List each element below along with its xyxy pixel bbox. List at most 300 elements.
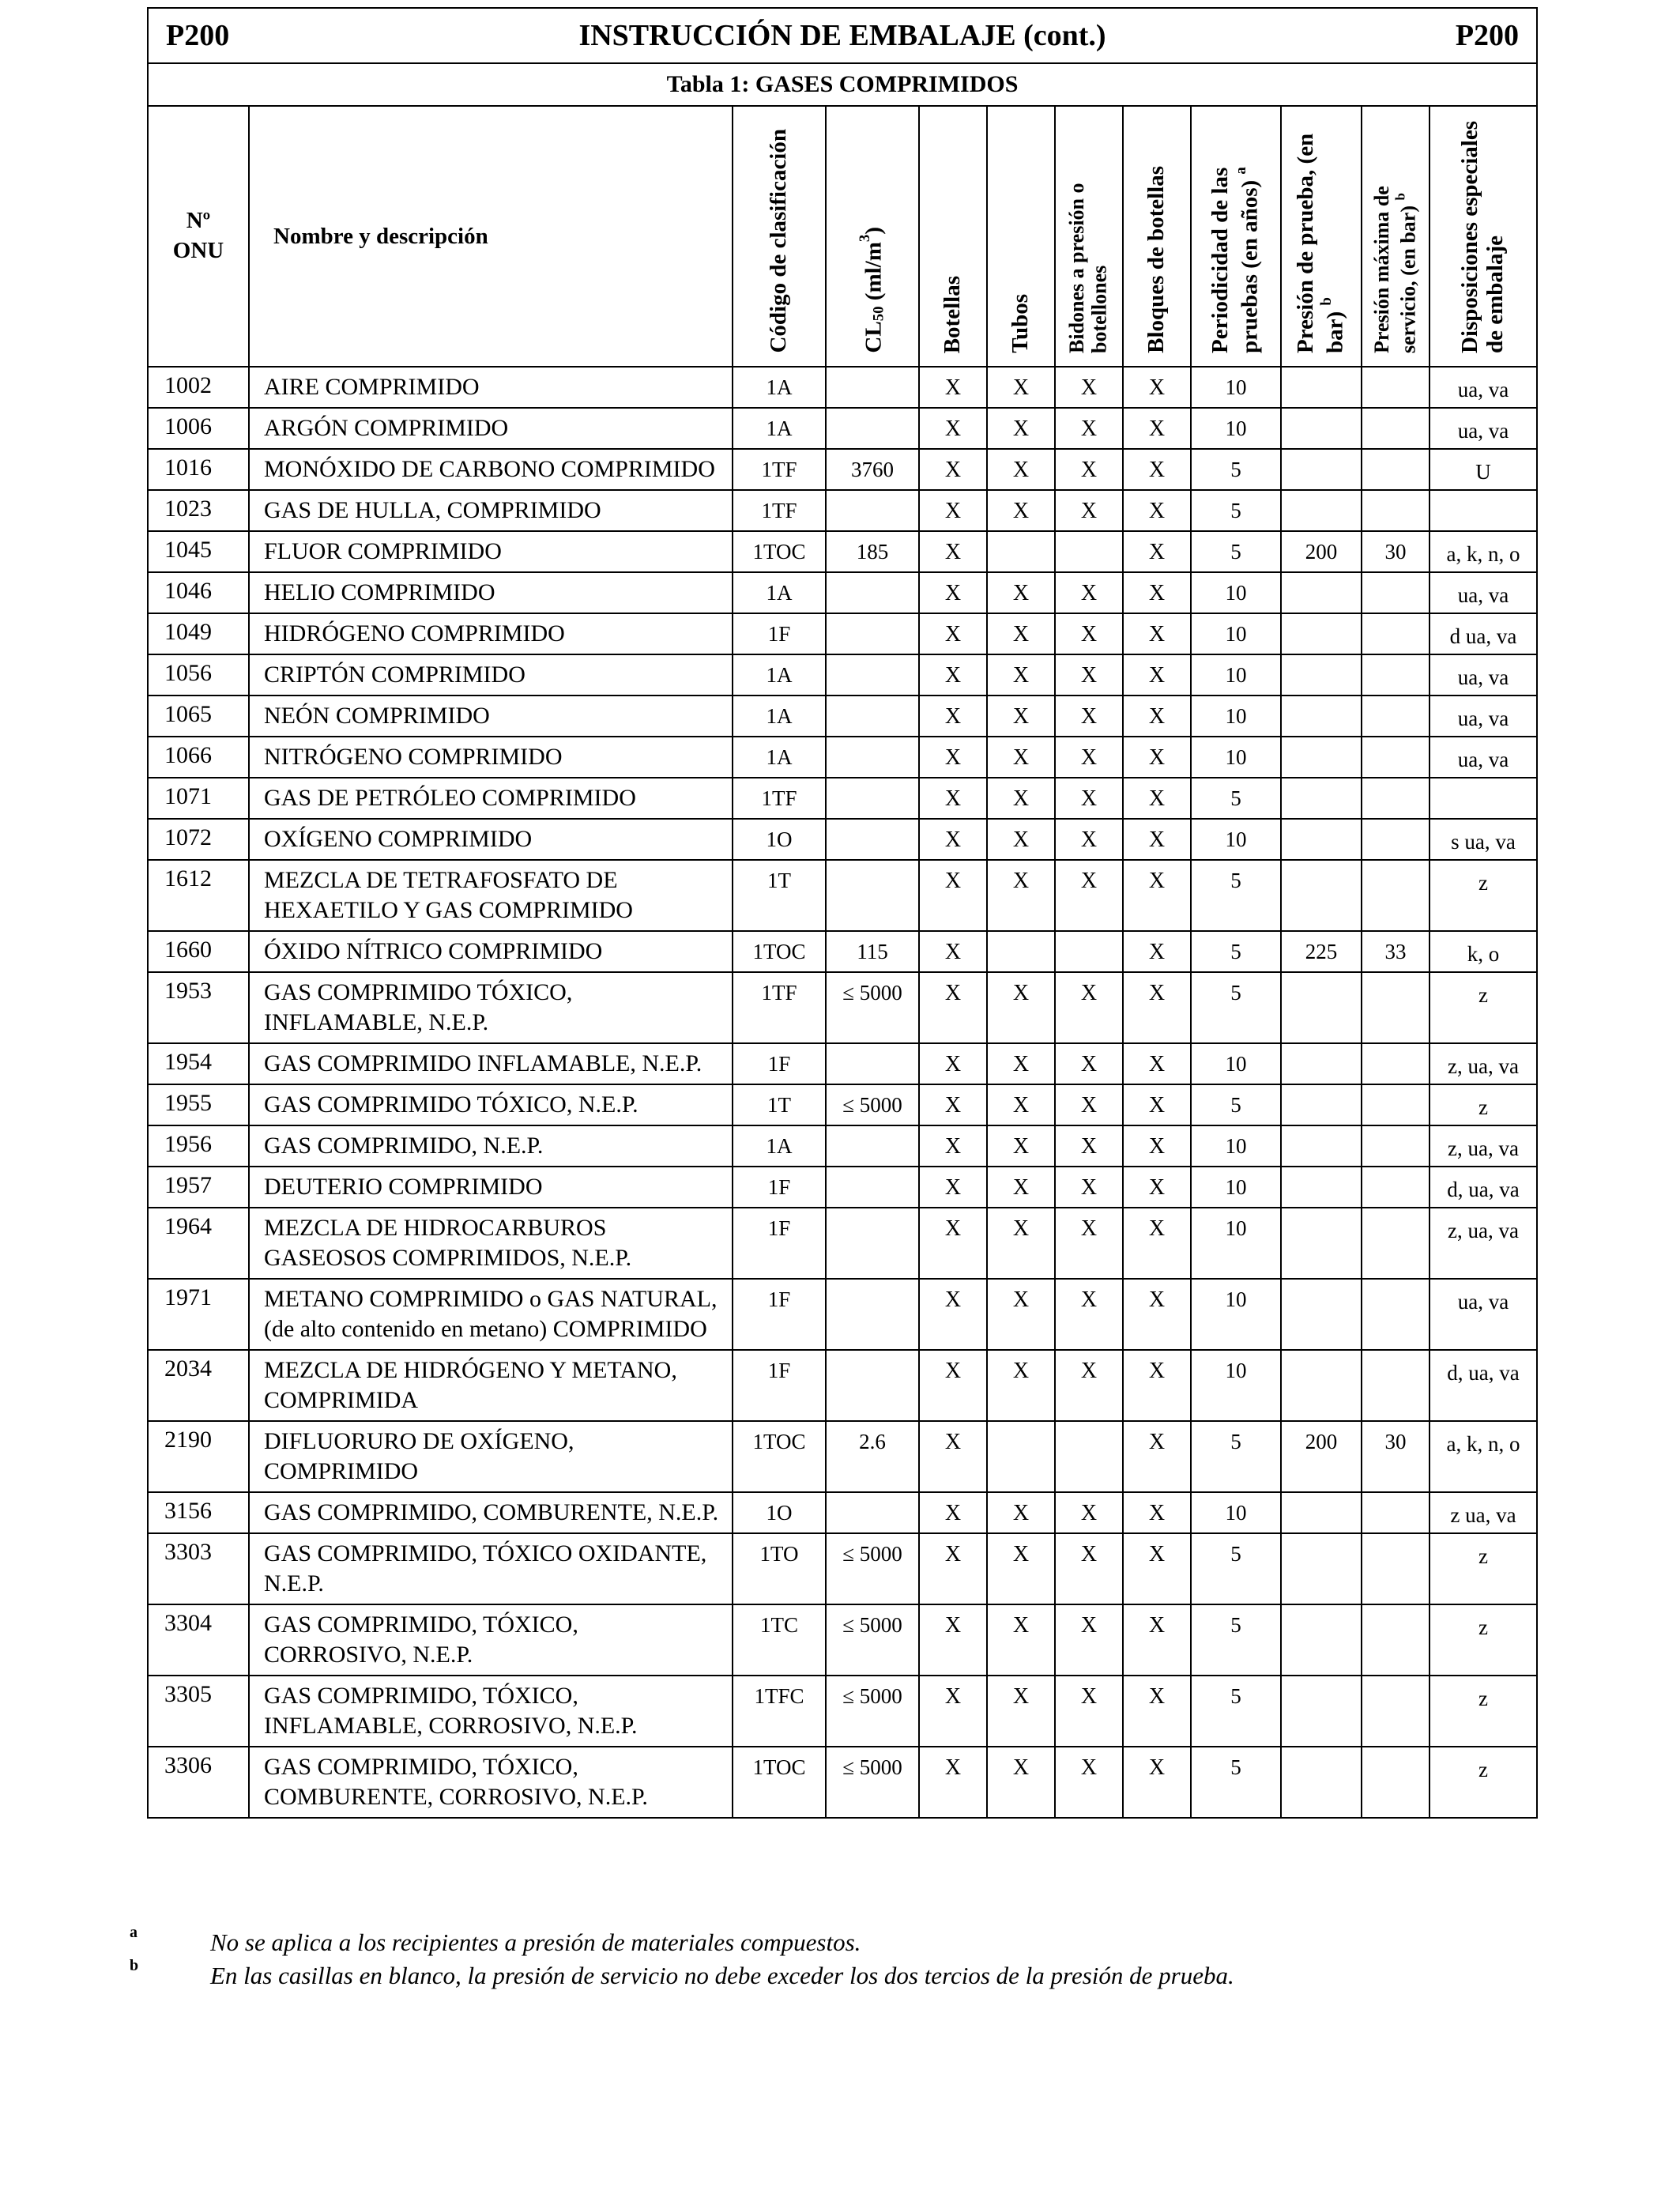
cell-bloques: X: [1123, 531, 1191, 572]
cell-bloques: X: [1123, 1167, 1191, 1208]
cell-classification-code: 1T: [733, 1084, 826, 1125]
cell-tubos: X: [987, 613, 1055, 654]
cell-presion-maxima: [1362, 1747, 1430, 1818]
cell-botellas: X: [919, 367, 987, 408]
cell-disposiciones: ua, va: [1430, 408, 1537, 449]
cell-presion-prueba: [1281, 819, 1362, 860]
cell-onu: 1065: [148, 696, 249, 737]
cell-periodicidad: 5: [1191, 449, 1281, 490]
cell-bidones: X: [1055, 1125, 1123, 1167]
footnote-text: En las casillas en blanco, la presión de servicio no debe exceder los dos tercios de la presión de prueba.: [210, 1962, 1234, 1989]
cell-name: GAS COMPRIMIDO, TÓXICO OXIDANTE, N.E.P.: [249, 1533, 733, 1604]
cell-presion-maxima: [1362, 1167, 1430, 1208]
cell-presion-maxima: 30: [1362, 1421, 1430, 1492]
cell-bidones: X: [1055, 1492, 1123, 1533]
col-header-presion-prueba: Presión de prueba, (en bar) $^b$: [1281, 106, 1362, 367]
cell-periodicidad: 10: [1191, 1279, 1281, 1350]
cell-bloques: X: [1123, 1279, 1191, 1350]
cell-botellas: X: [919, 572, 987, 613]
cell-bloques: X: [1123, 696, 1191, 737]
cell-tubos: X: [987, 1279, 1055, 1350]
cell-name: GAS DE PETRÓLEO COMPRIMIDO: [249, 778, 733, 819]
cell-disposiciones: ua, va: [1430, 696, 1537, 737]
cell-presion-prueba: [1281, 1125, 1362, 1167]
cell-bloques: X: [1123, 613, 1191, 654]
cell-onu: 3306: [148, 1747, 249, 1818]
cell-bidones: X: [1055, 1279, 1123, 1350]
cell-periodicidad: 10: [1191, 1492, 1281, 1533]
cell-cl50: [826, 367, 919, 408]
cell-disposiciones: ua, va: [1430, 737, 1537, 778]
cell-tubos: X: [987, 1043, 1055, 1084]
table-title-row: [148, 63, 1537, 106]
cell-name: METANO COMPRIMIDO o GAS NATURAL, (de alto contenido en metano) COMPRIMIDO: [249, 1279, 733, 1350]
cell-bidones: X: [1055, 449, 1123, 490]
cell-tubos: X: [987, 1125, 1055, 1167]
cell-disposiciones: a, k, n, o: [1430, 1421, 1537, 1492]
cell-presion-maxima: [1362, 1043, 1430, 1084]
cell-presion-prueba: [1281, 1676, 1362, 1747]
cell-bloques: X: [1123, 1421, 1191, 1492]
cell-presion-prueba: [1281, 572, 1362, 613]
table-row: [148, 1747, 1537, 1818]
cell-bloques: X: [1123, 778, 1191, 819]
cell-bloques: X: [1123, 1350, 1191, 1421]
cell-periodicidad: 10: [1191, 1208, 1281, 1279]
cell-presion-maxima: [1362, 1604, 1430, 1676]
cell-presion-maxima: 33: [1362, 931, 1430, 972]
cell-classification-code: 1TF: [733, 490, 826, 531]
cell-cl50: [826, 1043, 919, 1084]
cell-presion-maxima: [1362, 1350, 1430, 1421]
cell-bloques: X: [1123, 367, 1191, 408]
cell-periodicidad: 10: [1191, 367, 1281, 408]
cell-name: HELIO COMPRIMIDO: [249, 572, 733, 613]
cell-botellas: X: [919, 613, 987, 654]
cell-classification-code: 1A: [733, 654, 826, 696]
cell-disposiciones: k, o: [1430, 931, 1537, 972]
cell-bidones: X: [1055, 613, 1123, 654]
cell-onu: 1046: [148, 572, 249, 613]
instruction-code-left: P200: [166, 19, 230, 52]
cell-cl50: ≤ 5000: [826, 972, 919, 1043]
cell-cl50: 3760: [826, 449, 919, 490]
cell-botellas: X: [919, 1676, 987, 1747]
cell-botellas: X: [919, 819, 987, 860]
cell-cl50: [826, 1125, 919, 1167]
cell-presion-maxima: [1362, 408, 1430, 449]
table-body: [148, 367, 1537, 1818]
cell-bloques: X: [1123, 737, 1191, 778]
cell-classification-code: 1F: [733, 1167, 826, 1208]
cell-presion-prueba: [1281, 1492, 1362, 1533]
cell-disposiciones: z: [1430, 1676, 1537, 1747]
cell-cl50: 185: [826, 531, 919, 572]
cell-periodicidad: 10: [1191, 1125, 1281, 1167]
cell-tubos: X: [987, 1747, 1055, 1818]
cell-bidones: [1055, 1421, 1123, 1492]
cell-presion-maxima: [1362, 1279, 1430, 1350]
cell-cl50: [826, 1350, 919, 1421]
cell-bidones: X: [1055, 1747, 1123, 1818]
cell-presion-maxima: [1362, 572, 1430, 613]
cell-disposiciones: ua, va: [1430, 572, 1537, 613]
cell-classification-code: 1A: [733, 367, 826, 408]
cell-classification-code: 1O: [733, 1492, 826, 1533]
cell-name: GAS COMPRIMIDO, TÓXICO, COMBURENTE, CORROSIVO, N.E.P.: [249, 1747, 733, 1818]
cell-cl50: [826, 860, 919, 931]
cell-cl50: ≤ 5000: [826, 1533, 919, 1604]
cell-presion-maxima: [1362, 778, 1430, 819]
cell-classification-code: 1TF: [733, 449, 826, 490]
cell-cl50: [826, 408, 919, 449]
table-row: [148, 1350, 1537, 1421]
cell-bidones: X: [1055, 1604, 1123, 1676]
cell-periodicidad: 5: [1191, 1533, 1281, 1604]
column-header-row: [148, 106, 1537, 367]
cell-classification-code: 1F: [733, 1279, 826, 1350]
cell-periodicidad: 5: [1191, 1604, 1281, 1676]
cell-botellas: X: [919, 778, 987, 819]
cell-tubos: [987, 531, 1055, 572]
cell-cl50: [826, 1279, 919, 1350]
cell-name: GAS COMPRIMIDO TÓXICO, INFLAMABLE, N.E.P.: [249, 972, 733, 1043]
cell-bloques: X: [1123, 654, 1191, 696]
cell-classification-code: 1F: [733, 613, 826, 654]
table-row: [148, 778, 1537, 819]
cell-bidones: X: [1055, 1533, 1123, 1604]
cell-periodicidad: 5: [1191, 490, 1281, 531]
cell-classification-code: 1TOC: [733, 1747, 826, 1818]
cell-classification-code: 1F: [733, 1350, 826, 1421]
cell-tubos: X: [987, 860, 1055, 931]
cell-bloques: X: [1123, 490, 1191, 531]
cell-presion-maxima: [1362, 860, 1430, 931]
cell-tubos: [987, 931, 1055, 972]
cell-botellas: X: [919, 1533, 987, 1604]
cell-botellas: X: [919, 1747, 987, 1818]
cell-tubos: X: [987, 1208, 1055, 1279]
table-row: [148, 1208, 1537, 1279]
cell-classification-code: 1TC: [733, 1604, 826, 1676]
cell-presion-prueba: [1281, 490, 1362, 531]
cell-presion-maxima: [1362, 367, 1430, 408]
table-row: [148, 1279, 1537, 1350]
cell-periodicidad: 5: [1191, 1421, 1281, 1492]
cell-classification-code: 1F: [733, 1043, 826, 1084]
col-header-bloques: Bloques de botellas: [1123, 106, 1191, 367]
cell-bidones: X: [1055, 490, 1123, 531]
cell-bloques: X: [1123, 572, 1191, 613]
footnote-text: No se aplica a los recipientes a presión de materiales compuestos.: [210, 1928, 861, 1956]
cell-onu: 1953: [148, 972, 249, 1043]
cell-onu: 1016: [148, 449, 249, 490]
cell-onu: 1066: [148, 737, 249, 778]
cell-name: MEZCLA DE HIDRÓGENO Y METANO, COMPRIMIDA: [249, 1350, 733, 1421]
cell-onu: 2034: [148, 1350, 249, 1421]
cell-disposiciones: z: [1430, 972, 1537, 1043]
cell-classification-code: 1T: [733, 860, 826, 931]
cell-disposiciones: z: [1430, 1747, 1537, 1818]
cell-tubos: X: [987, 1492, 1055, 1533]
col-header-botellas: Botellas: [919, 106, 987, 367]
cell-cl50: ≤ 5000: [826, 1604, 919, 1676]
cell-name: HIDRÓGENO COMPRIMIDO: [249, 613, 733, 654]
table-row: [148, 1492, 1537, 1533]
table-row: [148, 654, 1537, 696]
cell-onu: 1954: [148, 1043, 249, 1084]
cell-periodicidad: 5: [1191, 1747, 1281, 1818]
cell-classification-code: 1TOC: [733, 1421, 826, 1492]
cell-presion-prueba: [1281, 449, 1362, 490]
cell-cl50: [826, 1492, 919, 1533]
cell-cl50: [826, 613, 919, 654]
cell-botellas: X: [919, 1084, 987, 1125]
cell-name: GAS COMPRIMIDO, COMBURENTE, N.E.P.: [249, 1492, 733, 1533]
cell-bidones: X: [1055, 819, 1123, 860]
cell-bidones: X: [1055, 1676, 1123, 1747]
cell-classification-code: 1F: [733, 1208, 826, 1279]
cell-name: GAS DE HULLA, COMPRIMIDO: [249, 490, 733, 531]
cell-cl50: 2.6: [826, 1421, 919, 1492]
cell-tubos: X: [987, 1604, 1055, 1676]
cell-presion-maxima: [1362, 1676, 1430, 1747]
cell-bloques: X: [1123, 1533, 1191, 1604]
cell-botellas: X: [919, 1125, 987, 1167]
cell-botellas: X: [919, 696, 987, 737]
cell-bloques: X: [1123, 1084, 1191, 1125]
cell-onu: 1964: [148, 1208, 249, 1279]
cell-disposiciones: z ua, va: [1430, 1492, 1537, 1533]
cell-disposiciones: s ua, va: [1430, 819, 1537, 860]
cell-bloques: X: [1123, 972, 1191, 1043]
table-title: Tabla 1: GASES COMPRIMIDOS: [148, 63, 1537, 106]
cell-presion-prueba: [1281, 1533, 1362, 1604]
table-row: [148, 1676, 1537, 1747]
cell-botellas: X: [919, 408, 987, 449]
table-row: [148, 737, 1537, 778]
cell-bidones: X: [1055, 1084, 1123, 1125]
cell-bidones: X: [1055, 860, 1123, 931]
cell-botellas: X: [919, 931, 987, 972]
cell-presion-prueba: [1281, 654, 1362, 696]
cell-bloques: X: [1123, 1604, 1191, 1676]
cell-classification-code: 1A: [733, 696, 826, 737]
table-row: [148, 1533, 1537, 1604]
cell-botellas: X: [919, 1421, 987, 1492]
table-row: [148, 572, 1537, 613]
cell-cl50: [826, 572, 919, 613]
table-row: [148, 1421, 1537, 1492]
cell-presion-maxima: [1362, 449, 1430, 490]
title-row: [148, 8, 1537, 63]
cell-botellas: X: [919, 1604, 987, 1676]
cell-bloques: X: [1123, 931, 1191, 972]
table-row: [148, 1125, 1537, 1167]
cell-onu: 3303: [148, 1533, 249, 1604]
cell-classification-code: 1A: [733, 1125, 826, 1167]
col-header-onu-line2: ONU: [172, 238, 224, 263]
cell-bloques: X: [1123, 860, 1191, 931]
cell-tubos: X: [987, 737, 1055, 778]
cell-presion-maxima: [1362, 490, 1430, 531]
cell-cl50: [826, 778, 919, 819]
cell-bidones: X: [1055, 408, 1123, 449]
footnote-mark: b: [130, 1957, 139, 1974]
cell-presion-prueba: 225: [1281, 931, 1362, 972]
cell-periodicidad: 5: [1191, 972, 1281, 1043]
cell-botellas: X: [919, 972, 987, 1043]
cell-tubos: X: [987, 572, 1055, 613]
cell-periodicidad: 5: [1191, 1084, 1281, 1125]
col-header-periodicidad: Periodicidad de las pruebas (en años) $^a$: [1191, 106, 1281, 367]
cell-tubos: X: [987, 408, 1055, 449]
table-row: [148, 531, 1537, 572]
cell-presion-maxima: [1362, 696, 1430, 737]
cell-classification-code: 1TF: [733, 778, 826, 819]
cell-onu: 3156: [148, 1492, 249, 1533]
cell-periodicidad: 10: [1191, 1167, 1281, 1208]
cell-onu: 1071: [148, 778, 249, 819]
cell-presion-prueba: [1281, 613, 1362, 654]
cell-tubos: X: [987, 490, 1055, 531]
cell-presion-prueba: [1281, 408, 1362, 449]
cell-botellas: X: [919, 490, 987, 531]
cell-cl50: ≤ 5000: [826, 1747, 919, 1818]
cell-onu: 1957: [148, 1167, 249, 1208]
cell-botellas: X: [919, 1208, 987, 1279]
cell-classification-code: 1TF: [733, 972, 826, 1043]
cell-cl50: [826, 490, 919, 531]
cell-presion-maxima: [1362, 972, 1430, 1043]
table-row: [148, 1084, 1537, 1125]
cell-presion-prueba: [1281, 737, 1362, 778]
cell-onu: 1971: [148, 1279, 249, 1350]
cell-onu: 3304: [148, 1604, 249, 1676]
cell-onu: 1612: [148, 860, 249, 931]
cell-bloques: X: [1123, 449, 1191, 490]
cell-bloques: X: [1123, 1125, 1191, 1167]
cell-onu: 1006: [148, 408, 249, 449]
cell-bloques: X: [1123, 1492, 1191, 1533]
cell-bloques: X: [1123, 1043, 1191, 1084]
col-header-presion-maxima: Presión máxima de servicio, (en bar) $^b$: [1362, 106, 1430, 367]
cell-tubos: X: [987, 1167, 1055, 1208]
cell-name: GAS COMPRIMIDO TÓXICO, N.E.P.: [249, 1084, 733, 1125]
cell-presion-prueba: [1281, 1604, 1362, 1676]
cell-disposiciones: d ua, va: [1430, 613, 1537, 654]
cell-cl50: [826, 1208, 919, 1279]
cell-presion-prueba: 200: [1281, 1421, 1362, 1492]
cell-disposiciones: z: [1430, 1604, 1537, 1676]
cell-classification-code: 1TOC: [733, 531, 826, 572]
cell-onu: 1072: [148, 819, 249, 860]
cell-botellas: X: [919, 1043, 987, 1084]
cell-periodicidad: 5: [1191, 531, 1281, 572]
cell-presion-prueba: [1281, 860, 1362, 931]
cell-tubos: [987, 1421, 1055, 1492]
col-header-cl50: $CL_{50}$ $(ml/m^3)$: [826, 106, 919, 367]
cell-onu: 1023: [148, 490, 249, 531]
cell-periodicidad: 5: [1191, 1676, 1281, 1747]
cell-bloques: X: [1123, 1676, 1191, 1747]
cell-onu: 1045: [148, 531, 249, 572]
cell-cl50: [826, 1167, 919, 1208]
cell-bidones: X: [1055, 1043, 1123, 1084]
cell-classification-code: 1O: [733, 819, 826, 860]
cell-presion-maxima: [1362, 819, 1430, 860]
cell-bidones: X: [1055, 654, 1123, 696]
cell-classification-code: 1A: [733, 408, 826, 449]
cell-cl50: ≤ 5000: [826, 1676, 919, 1747]
cell-onu: 3305: [148, 1676, 249, 1747]
cell-name: GAS COMPRIMIDO INFLAMABLE, N.E.P.: [249, 1043, 733, 1084]
cell-presion-maxima: [1362, 1125, 1430, 1167]
cell-bidones: X: [1055, 367, 1123, 408]
cell-bidones: X: [1055, 972, 1123, 1043]
cell-classification-code: 1A: [733, 572, 826, 613]
cell-presion-maxima: [1362, 737, 1430, 778]
cell-onu: 1955: [148, 1084, 249, 1125]
cell-periodicidad: 10: [1191, 1350, 1281, 1421]
cell-onu: 1956: [148, 1125, 249, 1167]
cell-name: MONÓXIDO DE CARBONO COMPRIMIDO: [249, 449, 733, 490]
cell-periodicidad: 10: [1191, 737, 1281, 778]
cell-periodicidad: 10: [1191, 654, 1281, 696]
cell-tubos: X: [987, 1533, 1055, 1604]
cell-presion-maxima: [1362, 1492, 1430, 1533]
cell-onu: 1049: [148, 613, 249, 654]
cell-disposiciones: z: [1430, 860, 1537, 931]
cell-disposiciones: ua, va: [1430, 367, 1537, 408]
cell-bidones: [1055, 931, 1123, 972]
cell-presion-prueba: [1281, 1208, 1362, 1279]
cell-presion-prueba: [1281, 1167, 1362, 1208]
cell-presion-prueba: [1281, 1043, 1362, 1084]
cell-classification-code: 1TFC: [733, 1676, 826, 1747]
cell-name: OXÍGENO COMPRIMIDO: [249, 819, 733, 860]
cell-botellas: X: [919, 1350, 987, 1421]
cell-presion-maxima: [1362, 613, 1430, 654]
cell-name: MEZCLA DE HIDROCARBUROS GASEOSOS COMPRIMIDOS, N.E.P.: [249, 1208, 733, 1279]
cell-presion-prueba: [1281, 1279, 1362, 1350]
table-row: [148, 613, 1537, 654]
table-row: [148, 819, 1537, 860]
cell-botellas: X: [919, 531, 987, 572]
cell-name: NEÓN COMPRIMIDO: [249, 696, 733, 737]
cell-bidones: X: [1055, 1208, 1123, 1279]
cell-name: AIRE COMPRIMIDO: [249, 367, 733, 408]
cell-periodicidad: 10: [1191, 408, 1281, 449]
table-row: [148, 860, 1537, 931]
cell-botellas: X: [919, 1167, 987, 1208]
cell-disposiciones: z: [1430, 1084, 1537, 1125]
cell-botellas: X: [919, 860, 987, 931]
cell-name: FLUOR COMPRIMIDO: [249, 531, 733, 572]
col-header-bidones: Bidones a presión o botellones: [1055, 106, 1123, 367]
cell-tubos: X: [987, 1084, 1055, 1125]
cell-periodicidad: 10: [1191, 572, 1281, 613]
cell-presion-maxima: [1362, 1084, 1430, 1125]
cell-disposiciones: ua, va: [1430, 654, 1537, 696]
table-row: [148, 490, 1537, 531]
cell-name: NITRÓGENO COMPRIMIDO: [249, 737, 733, 778]
cell-tubos: X: [987, 1350, 1055, 1421]
cell-presion-prueba: 200: [1281, 531, 1362, 572]
cell-periodicidad: 5: [1191, 931, 1281, 972]
cell-disposiciones: [1430, 778, 1537, 819]
cell-presion-prueba: [1281, 972, 1362, 1043]
